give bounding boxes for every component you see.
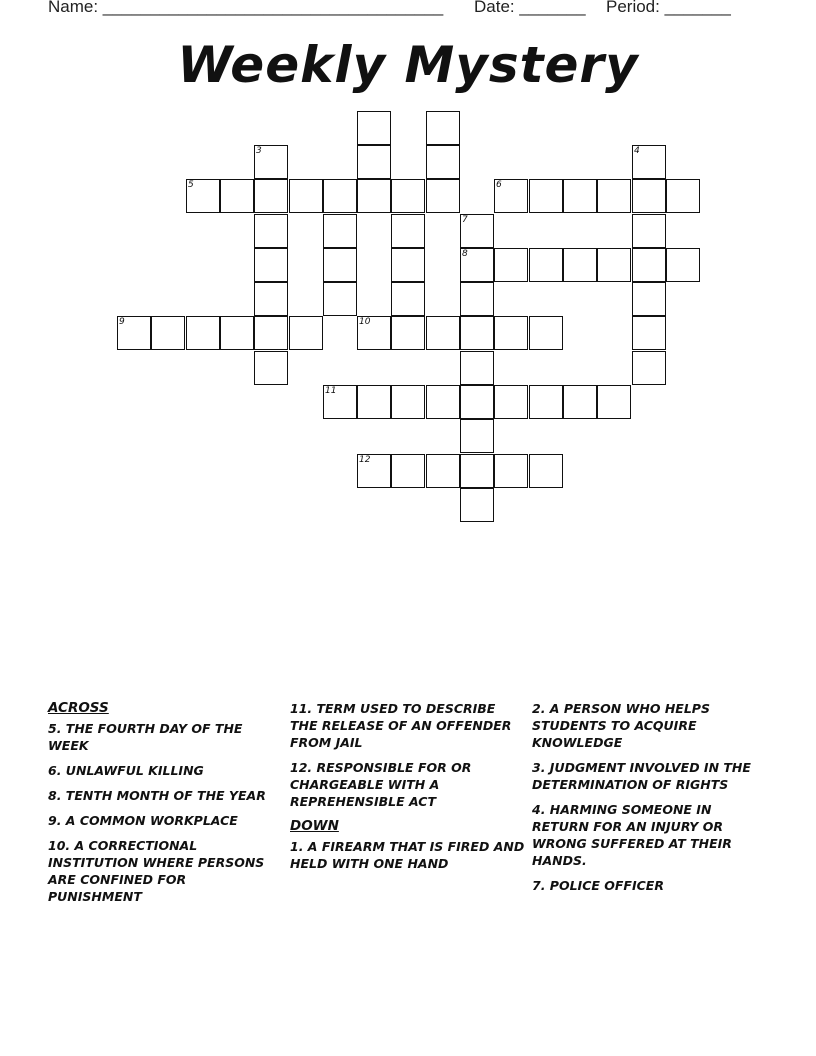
grid-cell[interactable] — [529, 179, 563, 213]
grid-cell[interactable] — [632, 145, 666, 179]
clue-across-10: 10. A CORRECTIONAL INSTITUTION WHERE PERSONS ARE CONFINED FOR PUNISHMENT — [48, 838, 265, 904]
down-heading: DOWN — [290, 818, 339, 834]
clue-across-5: 5. THE FOURTH DAY OF THE WEEK — [48, 721, 243, 753]
grid-cell[interactable] — [323, 214, 357, 248]
grid-cell[interactable] — [529, 248, 563, 282]
grid-cell[interactable] — [460, 385, 494, 419]
grid-cell[interactable] — [529, 316, 563, 350]
across-heading: ACROSS — [48, 700, 109, 716]
grid-cell[interactable] — [632, 214, 666, 248]
grid-cell[interactable] — [494, 248, 528, 282]
clue-column-3 — [532, 700, 768, 902]
grid-cell[interactable] — [391, 282, 425, 316]
clue-number: 8 — [462, 249, 468, 259]
grid-cell[interactable] — [632, 282, 666, 316]
grid-cell[interactable] — [460, 454, 494, 488]
grid-cell[interactable] — [289, 316, 323, 350]
grid-cell[interactable] — [323, 385, 357, 419]
grid-cell[interactable] — [391, 316, 425, 350]
grid-cell[interactable] — [529, 454, 563, 488]
grid-cell[interactable] — [254, 316, 288, 350]
grid-cell[interactable] — [426, 454, 460, 488]
grid-cell[interactable] — [666, 179, 700, 213]
grid-cell[interactable] — [426, 316, 460, 350]
grid-cell[interactable] — [254, 179, 288, 213]
clue-down-2: 2. A PERSON WHO HELPS STUDENTS TO ACQUIRE KNOWLEDGE — [532, 701, 710, 750]
clue-number: 11 — [325, 386, 337, 396]
grid-cell[interactable] — [186, 316, 220, 350]
grid-cell[interactable] — [117, 316, 151, 350]
grid-cell[interactable] — [563, 248, 597, 282]
clue-down-1: 1. A FIREARM THAT IS FIRED AND HELD WITH ONE HAND — [290, 839, 525, 871]
grid-cell[interactable] — [391, 179, 425, 213]
clue-down-7: 7. POLICE OFFICER — [532, 878, 664, 893]
clue-number: 4 — [634, 146, 640, 156]
grid-cell[interactable] — [460, 488, 494, 522]
clue-across-6: 6. UNLAWFUL KILLING — [48, 763, 204, 778]
grid-cell[interactable] — [563, 385, 597, 419]
grid-cell[interactable] — [220, 179, 254, 213]
grid-cell[interactable] — [529, 385, 563, 419]
name-field-label: Name: ____________________________________ — [48, 0, 444, 16]
grid-cell[interactable] — [289, 179, 323, 213]
clue-column-2 — [290, 700, 526, 880]
grid-cell[interactable] — [323, 282, 357, 316]
grid-cell[interactable] — [494, 454, 528, 488]
grid-cell[interactable] — [323, 248, 357, 282]
grid-cell[interactable] — [254, 145, 288, 179]
clue-number: 9 — [119, 317, 125, 327]
grid-cell[interactable] — [460, 282, 494, 316]
grid-cell[interactable] — [186, 179, 220, 213]
date-field-label: Date: _______ — [474, 0, 586, 16]
grid-cell[interactable] — [357, 454, 391, 488]
grid-cell[interactable] — [494, 316, 528, 350]
grid-cell[interactable] — [426, 111, 460, 145]
grid-cell[interactable] — [391, 214, 425, 248]
grid-cell[interactable] — [357, 385, 391, 419]
clue-number: 5 — [188, 180, 194, 190]
grid-cell[interactable] — [323, 179, 357, 213]
period-field-label: Period: _______ — [606, 0, 731, 16]
page-title: Weekly Mystery — [177, 36, 639, 94]
grid-cell[interactable] — [494, 179, 528, 213]
grid-cell[interactable] — [666, 248, 700, 282]
grid-cell[interactable] — [426, 385, 460, 419]
clue-number: 7 — [462, 215, 468, 225]
clue-across-11: 11. TERM USED TO DESCRIBE THE RELEASE OF AN OFFENDER FROM JAIL — [290, 701, 512, 750]
grid-cell[interactable] — [357, 179, 391, 213]
grid-cell[interactable] — [391, 248, 425, 282]
clue-across-8: 8. TENTH MONTH OF THE YEAR — [48, 788, 266, 803]
grid-cell[interactable] — [460, 419, 494, 453]
clue-down-4: 4. HARMING SOMEONE IN RETURN FOR AN INJURY OR WRONG SUFFERED AT THEIR HANDS. — [532, 802, 732, 868]
grid-cell[interactable] — [254, 248, 288, 282]
grid-cell[interactable] — [357, 316, 391, 350]
clue-across-12: 12. RESPONSIBLE FOR OR CHARGEABLE WITH A REPREHENSIBLE ACT — [290, 760, 472, 809]
grid-cell[interactable] — [460, 316, 494, 350]
clue-down-3: 3. JUDGMENT INVOLVED IN THE DETERMINATION OF RIGHTS — [532, 760, 751, 792]
grid-cell[interactable] — [357, 111, 391, 145]
grid-cell[interactable] — [460, 248, 494, 282]
grid-cell[interactable] — [460, 214, 494, 248]
grid-cell[interactable] — [632, 316, 666, 350]
grid-cell[interactable] — [391, 385, 425, 419]
grid-cell[interactable] — [151, 316, 185, 350]
grid-cell[interactable] — [494, 385, 528, 419]
grid-cell[interactable] — [357, 145, 391, 179]
grid-cell[interactable] — [254, 282, 288, 316]
grid-cell[interactable] — [597, 385, 631, 419]
grid-cell[interactable] — [426, 179, 460, 213]
grid-cell[interactable] — [563, 179, 597, 213]
grid-cell[interactable] — [254, 214, 288, 248]
grid-cell[interactable] — [597, 248, 631, 282]
grid-cell[interactable] — [632, 179, 666, 213]
clue-column-1 — [48, 700, 284, 913]
grid-cell[interactable] — [632, 248, 666, 282]
clue-number: 6 — [496, 180, 502, 190]
grid-cell[interactable] — [426, 145, 460, 179]
grid-cell[interactable] — [220, 316, 254, 350]
clue-across-9: 9. A COMMON WORKPLACE — [48, 813, 238, 828]
grid-cell[interactable] — [597, 179, 631, 213]
clue-number: 12 — [359, 455, 371, 465]
grid-cell[interactable] — [391, 454, 425, 488]
clue-number: 3 — [256, 146, 262, 156]
grid-cell[interactable] — [460, 351, 494, 385]
grid-cell[interactable] — [254, 351, 288, 385]
clue-number: 10 — [359, 317, 371, 327]
grid-cell[interactable] — [632, 351, 666, 385]
